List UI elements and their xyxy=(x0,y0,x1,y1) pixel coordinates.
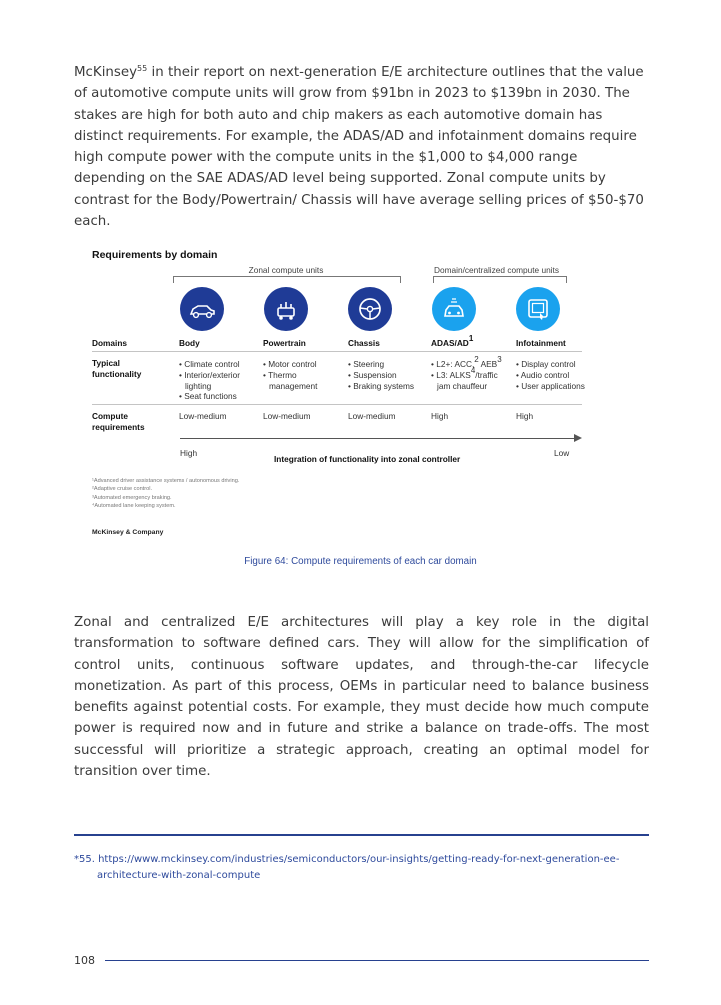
adas-l3-text: L3: ALKS xyxy=(436,369,471,380)
adas-functions xyxy=(431,355,511,391)
adas-aeb-text: AEB xyxy=(478,359,498,369)
row-label-functionality: Typical functionality xyxy=(92,358,142,379)
page-footer-rule xyxy=(105,960,649,961)
car-icon xyxy=(180,287,224,331)
note-item: ²Adaptive cruise control. xyxy=(92,486,153,493)
footnote xyxy=(74,852,649,883)
list-item xyxy=(431,365,511,392)
figure-caption: Figure 64: Compute requirements of each car domain xyxy=(244,556,477,567)
domain-adas-note-ref: 1 xyxy=(468,334,474,343)
domain-body: Body xyxy=(179,338,200,348)
row-label-compute: Compute requirements xyxy=(92,411,145,432)
row-divider xyxy=(92,404,582,405)
footnote-link[interactable]: https://www.mckinsey.com/industries/semiconductors/our-insights/getting-ready-for-next-generation-ee-architecture-with-zonal-compute xyxy=(97,854,620,881)
domain-chassis: Chassis xyxy=(348,338,380,348)
footnote-entry xyxy=(74,852,649,883)
axis-title: Integration of functionality into zonal controller xyxy=(274,454,461,464)
domain-powertrain: Powertrain xyxy=(263,338,306,348)
list-item: • Display control xyxy=(516,359,596,370)
list-item: • User applications xyxy=(516,381,596,392)
axis-high-label: High xyxy=(180,448,198,458)
adas-compute: High xyxy=(431,411,449,421)
centralized-group-label: Domain/centralized compute units xyxy=(434,265,559,275)
page-number: 108 xyxy=(74,954,95,967)
intro-paragraph xyxy=(74,62,649,232)
row-label-domains: Domains xyxy=(92,338,128,348)
body-functions xyxy=(179,359,259,402)
list-item: • Audio control xyxy=(516,370,596,381)
list-item: • Suspension xyxy=(348,370,428,381)
powertrain-icon xyxy=(264,287,308,331)
body-compute: Low-medium xyxy=(179,411,227,421)
list-item: • Motor control xyxy=(263,359,333,370)
integration-arrow xyxy=(180,438,576,439)
domain-adas-label: ADAS/AD xyxy=(431,338,469,348)
adas-l2-text: L2+: ACC, xyxy=(436,359,475,369)
chassis-functions xyxy=(348,359,428,391)
footnote-divider xyxy=(74,834,649,836)
footnote-marker: *55. xyxy=(74,854,95,865)
domain-adas xyxy=(431,334,474,348)
arrow-head-icon xyxy=(574,434,582,442)
centralized-bracket xyxy=(433,276,567,283)
list-item: • Seat functions xyxy=(179,391,259,402)
axis-low-label: Low xyxy=(554,448,570,458)
note-ref: 2 xyxy=(474,355,479,364)
figure-source: McKinsey & Company xyxy=(92,529,164,536)
row-divider xyxy=(92,351,582,352)
infotainment-compute: High xyxy=(516,411,534,421)
zonal-bracket xyxy=(173,276,401,283)
note-item: ¹Advanced driver assistance systems / autonomous driving. xyxy=(92,478,240,484)
note-ref: 3 xyxy=(497,355,502,364)
autonomous-car-icon xyxy=(432,287,476,331)
list-item: • Braking systems xyxy=(348,381,428,392)
tablet-icon xyxy=(516,287,560,331)
intro-text: in their report on next-generation E/E architecture outlines that the value of automotive compute units will grow from $91bn in 2023 to $139bn in 2030. The stakes are high for both auto and chip makers as each automotive domain has distinct requirements. For example, the ADAS/AD and infotainment domains require high compute power with the compute units in the $1,000 to $4,000 range depending on the SAE ADAS/AD level being supported. Zonal compute units by contrast for the Body/Powertrain/ Chassis will have average selling prices of $50-$70 each. xyxy=(74,65,644,230)
steering-wheel-icon xyxy=(348,287,392,331)
requirements-figure xyxy=(92,245,592,545)
list-item: • Steering xyxy=(348,359,428,370)
figure-notes xyxy=(92,477,239,511)
domain-infotainment: Infotainment xyxy=(516,338,566,348)
footnote-reference[interactable]: 55 xyxy=(137,64,148,73)
list-item: • Climate control xyxy=(179,359,259,370)
adas-traffic-text: /traffic jam chauffeur xyxy=(437,369,498,391)
zonal-group-label: Zonal compute units xyxy=(248,265,324,275)
list-item: • Interior/exterior lighting xyxy=(179,370,259,392)
brand-name: McKinsey xyxy=(74,65,138,80)
infotainment-functions xyxy=(516,359,596,391)
note-item: ³Automated emergency braking. xyxy=(92,494,172,501)
note-ref: 4 xyxy=(470,365,476,375)
list-item: • Thermo management xyxy=(263,370,333,392)
chassis-compute: Low-medium xyxy=(348,411,396,421)
figure-title: Requirements by domain xyxy=(92,249,218,261)
powertrain-compute: Low-medium xyxy=(263,411,311,421)
body-paragraph: Zonal and centralized E/E architectures will play a key role in the digital transformation to software defined cars. They will allow for the simplification of control units, continuous software updates, and through-the-car lifecycle monetization. As part of this process, OEMs in particular need to balance business benefits against potential costs. For example, they must decide how much compute power is required now and in future and strike a balance on trade-offs. The most successful will prioritize a strategic approach, creating an optimal model for transition over time. xyxy=(74,615,649,780)
note-item: ⁴Automated lane keeping system. xyxy=(92,503,176,510)
powertrain-functions xyxy=(263,359,333,391)
